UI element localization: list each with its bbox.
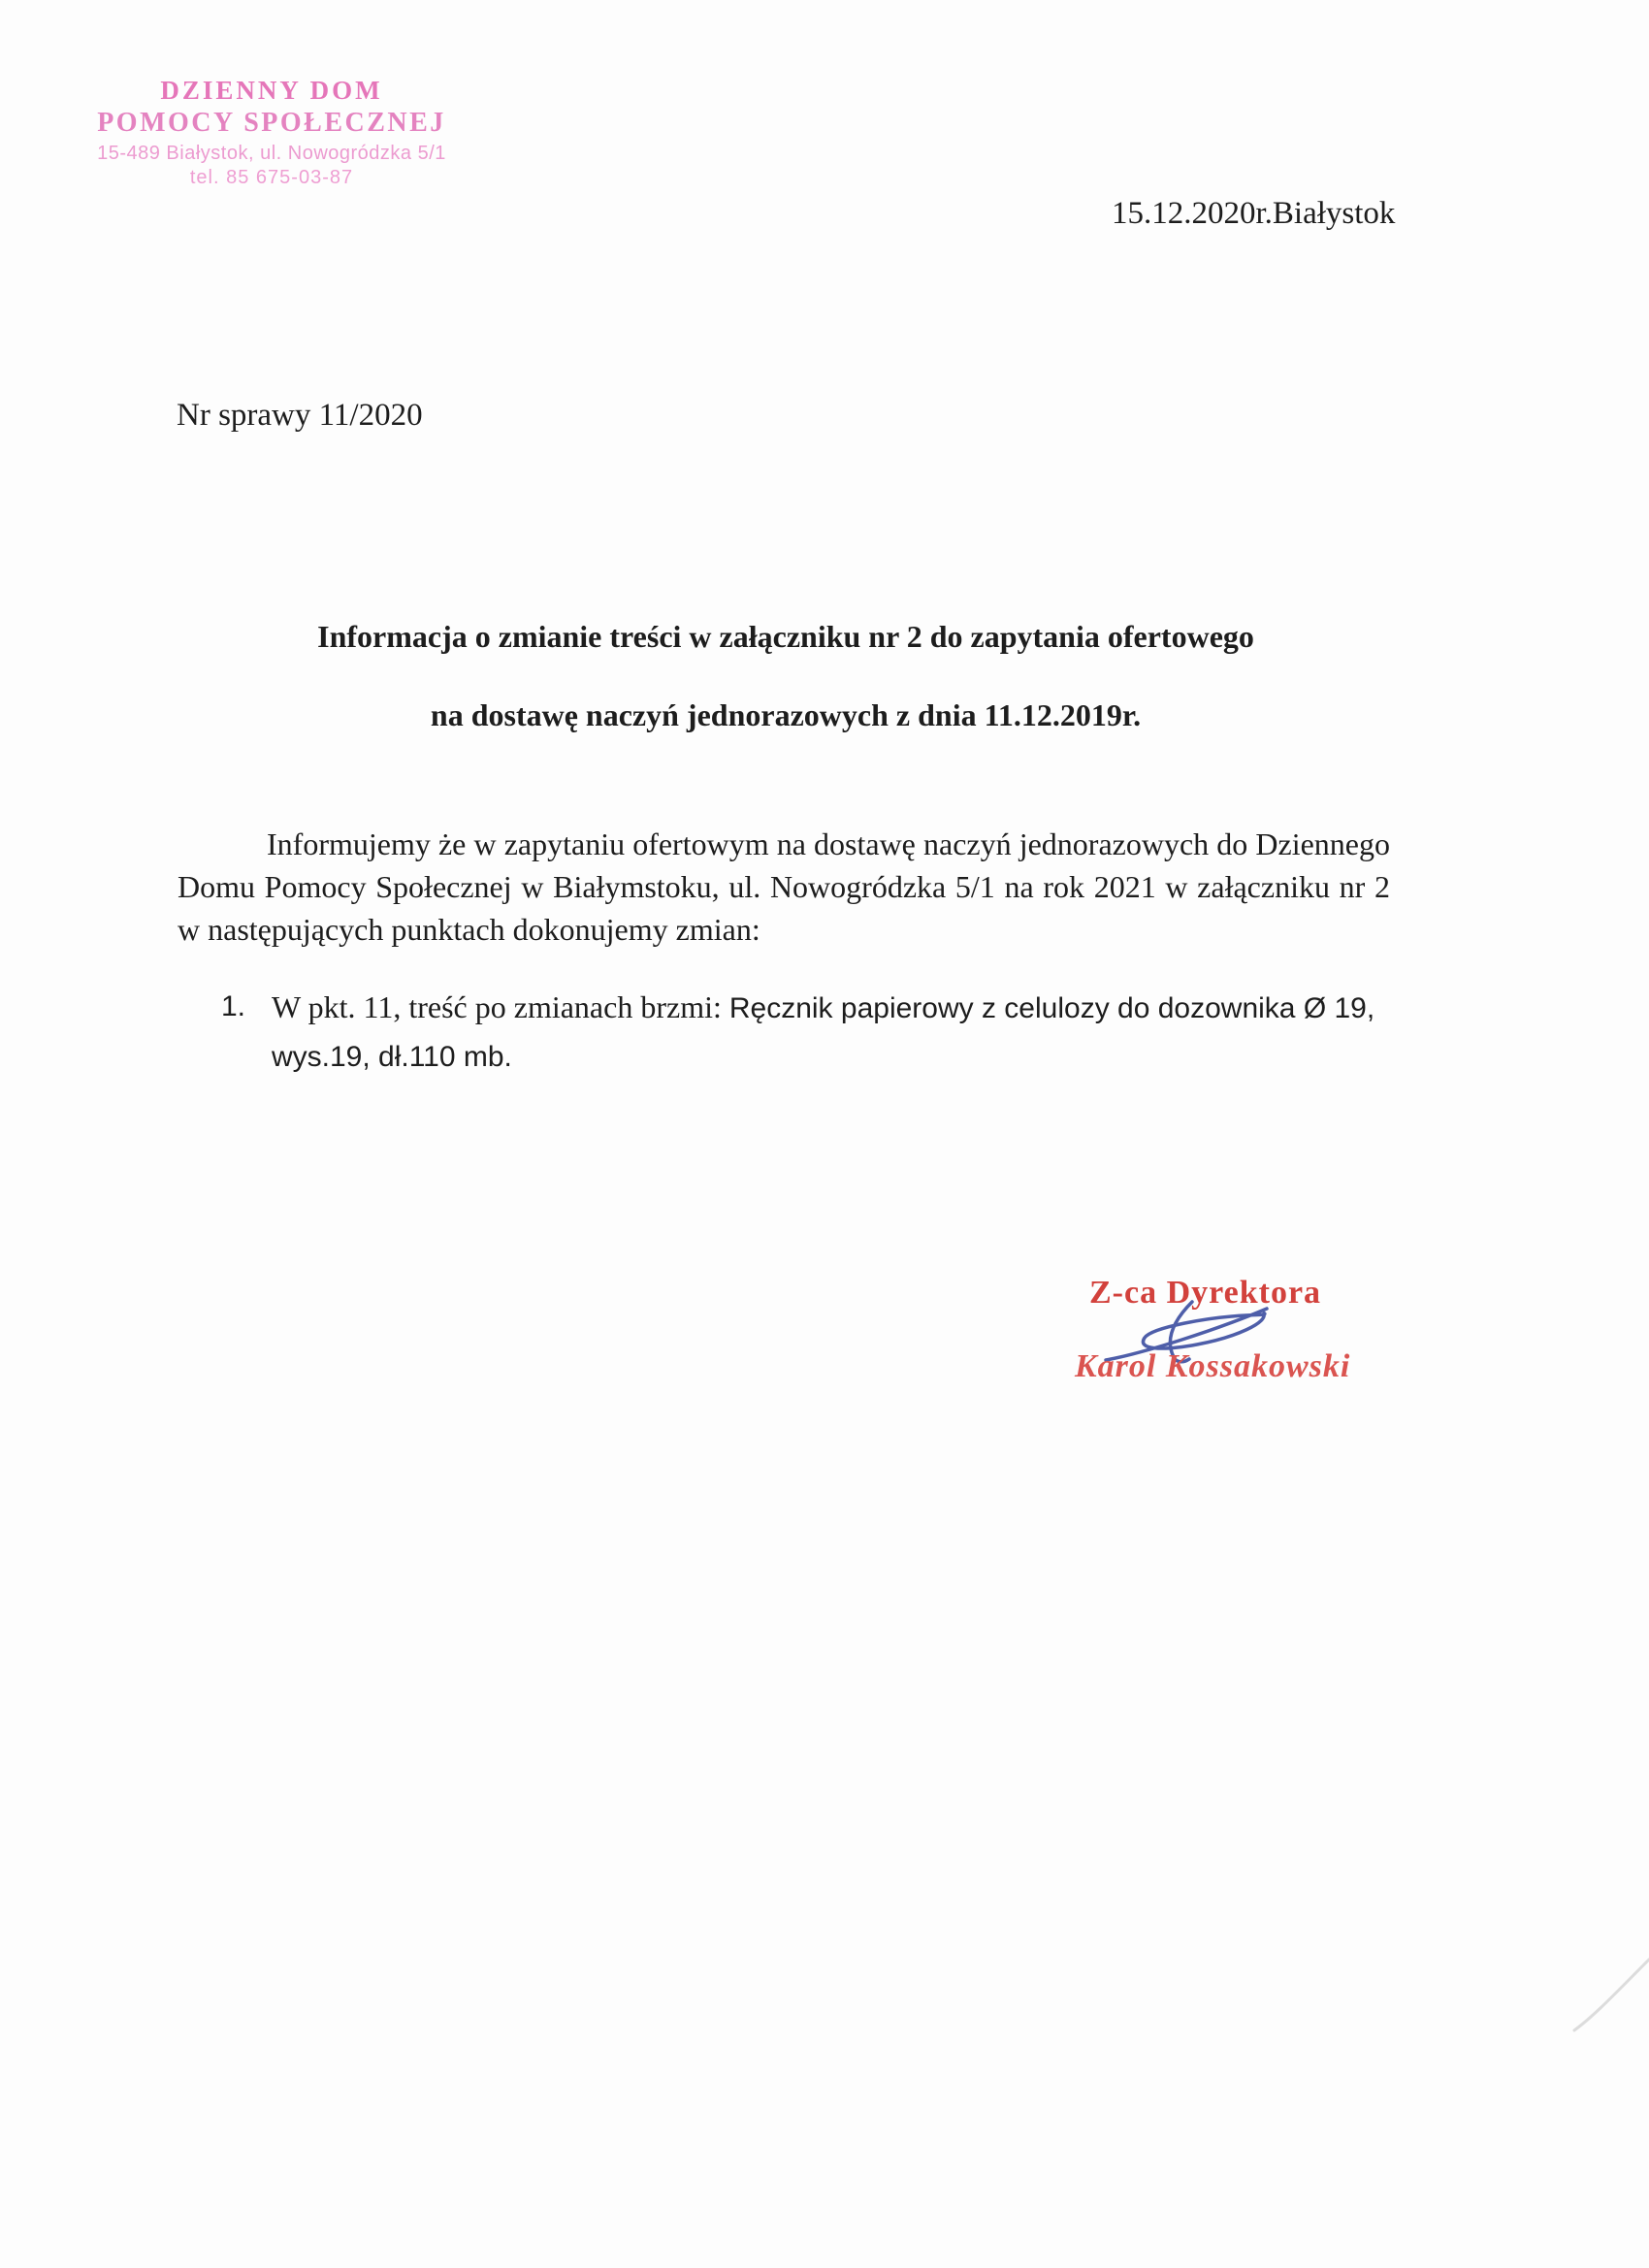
institution-phone: tel. 85 675-03-87 [189,167,354,188]
signer-name-stamp: Karol Kossakowski [1075,1348,1351,1384]
scan-artifact-line [1567,1955,1649,2042]
document-title [178,619,1394,733]
list-item-intro: W pkt. 11, treść po zmianach brzmi: [272,989,729,1024]
institution-address: 15-489 Białystok, ul. Nowogródzka 5/1 [97,143,446,164]
change-list-item [221,984,1414,1081]
list-item-content: Ręcznik papierowy z celulozy do dozownika Ø 19, wys.19, dł.110 mb. [272,992,1375,1073]
institution-name-line2: POMOCY SPOŁECZNEJ [97,108,446,138]
body-paragraph: Informujemy że w zapytaniu ofertowym na dostawę naczyń jednorazowych do Dziennego Domu Pomocy Społecznej w Białymstoku, ul. Nowogródzka 5/1 na rok 2021 w załączniku nr 2 w następujących punktach dokonujemy zmian: [178,826,1390,947]
case-number: Nr sprawy 11/2020 [177,398,423,433]
document-title-line1: Informacja o zmianie treści w załączniku nr 2 do zapytania ofertowego [317,619,1254,654]
institution-stamp [58,78,485,187]
list-item-number: 1. [221,990,246,1022]
date-place: 15.12.2020r.Białystok [1112,196,1396,231]
list-item-text [272,984,1414,1081]
signer-role-stamp: Z-ca Dyrektora [1089,1275,1322,1311]
signature-block [1018,1271,1426,1416]
institution-name-line1: DZIENNY DOM [160,76,383,105]
document-title-line2: na dostawę naczyń jednorazowych z dnia 11.12.2019r. [430,697,1142,732]
